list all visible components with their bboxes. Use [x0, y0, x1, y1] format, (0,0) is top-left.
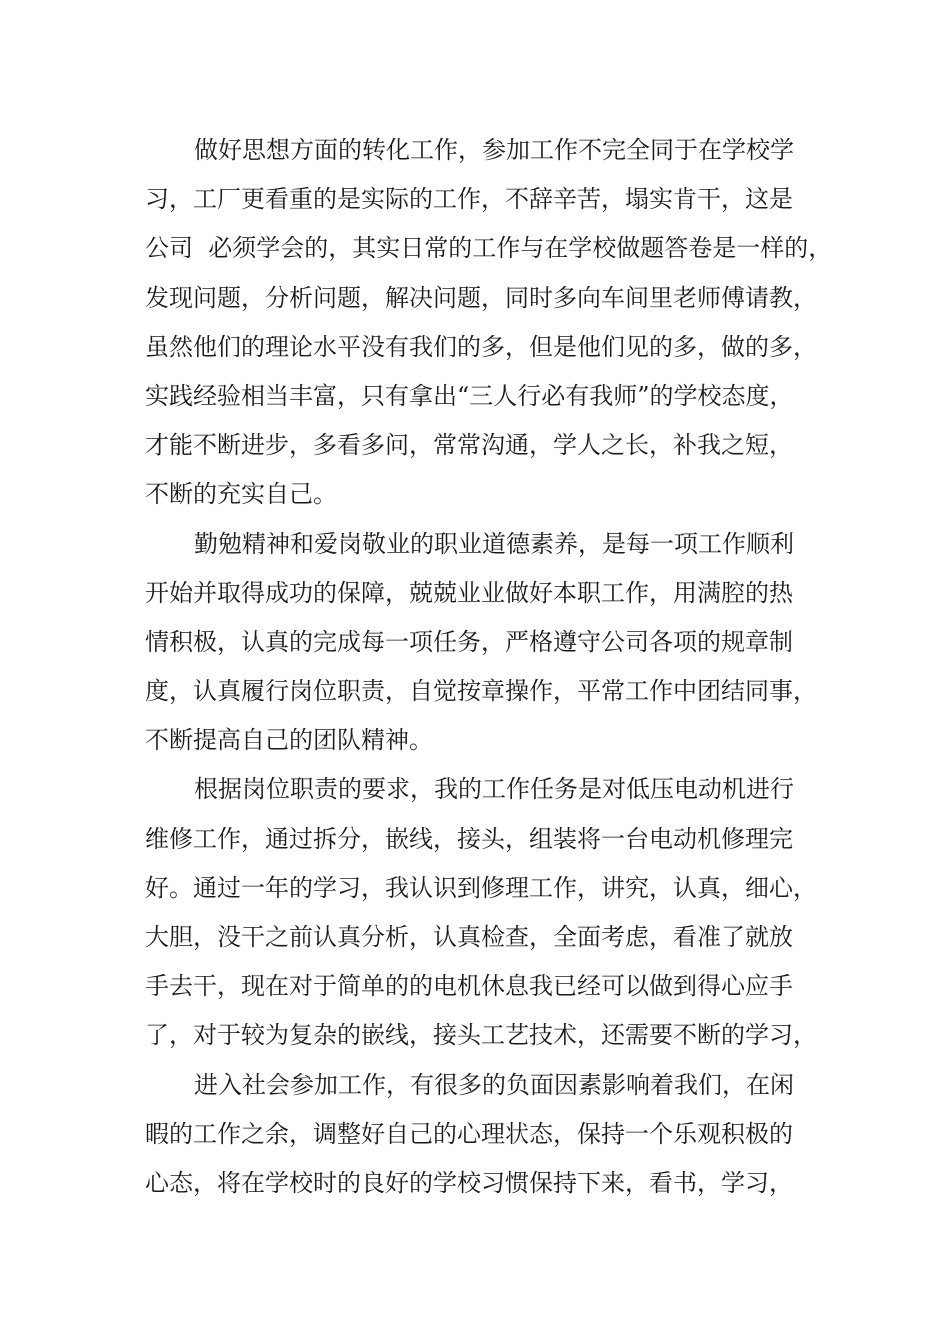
document-body: [145, 126, 833, 1208]
text-line: 手去干，现在对于简单的的电机休息我已经可以做到得心应手: [145, 972, 793, 1001]
text-line: 心态，将在学校时的良好的学校习惯保持下来，看书，学习，: [145, 1168, 793, 1197]
text-line: 了，对于较为复杂的嵌线，接头工艺技术，还需要不断的学习，: [145, 1021, 817, 1050]
text-line: 根据岗位职责的要求，我的工作任务是对低压电动机进行: [194, 775, 794, 804]
text-line: 虽然他们的理论水平没有我们的多，但是他们见的多，做的多，: [145, 332, 817, 361]
text-line: 好。通过一年的学习，我认识到修理工作，讲究，认真，细心，: [145, 873, 817, 902]
text-line: 暇的工作之余，调整好自己的心理状态，保持一个乐观积极的: [145, 1119, 793, 1148]
text-line: 公司 必须学会的，其实日常的工作与在学校做题答卷是一样的，: [145, 234, 833, 263]
text-line: 大胆，没干之前认真分析，认真检查，全面考虑，看准了就放: [145, 923, 793, 951]
text-line: 进入社会参加工作，有很多的负面因素影响着我们，在闲: [194, 1070, 794, 1099]
text-line: 维修工作，通过拆分，嵌线，接头，组装将一台电动机修理完: [145, 824, 793, 853]
text-line: 不断提高自己的团队精神。: [145, 726, 433, 755]
text-line: 才能不断进步，多看多问，常常沟通，学人之长，补我之短，: [145, 431, 793, 460]
text-line: 做好思想方面的转化工作，参加工作不完全同于在学校学: [194, 136, 794, 164]
text-line: 实践经验相当丰富，只有拿出“三人行必有我师”的学校态度，: [145, 381, 794, 410]
text-line: 开始并取得成功的保障，兢兢业业做好本职工作，用满腔的热: [145, 578, 793, 607]
text-line: 不断的充实自己。: [145, 480, 337, 509]
text-line: 情积极，认真的完成每一项任务，严格遵守公司各项的规章制: [145, 627, 793, 656]
text-line: 习，工厂更看重的是实际的工作，不辞辛苦，塌实肯干，这是: [145, 185, 793, 214]
text-line: 度，认真履行岗位职责，自觉按章操作，平常工作中团结同事，: [145, 677, 817, 706]
text-line: 发现问题，分析问题，解决问题，同时多向车间里老师傅请教，: [145, 283, 817, 312]
text-line: 勤勉精神和爱岗敬业的职业道德素养，是每一项工作顺利: [194, 529, 794, 558]
